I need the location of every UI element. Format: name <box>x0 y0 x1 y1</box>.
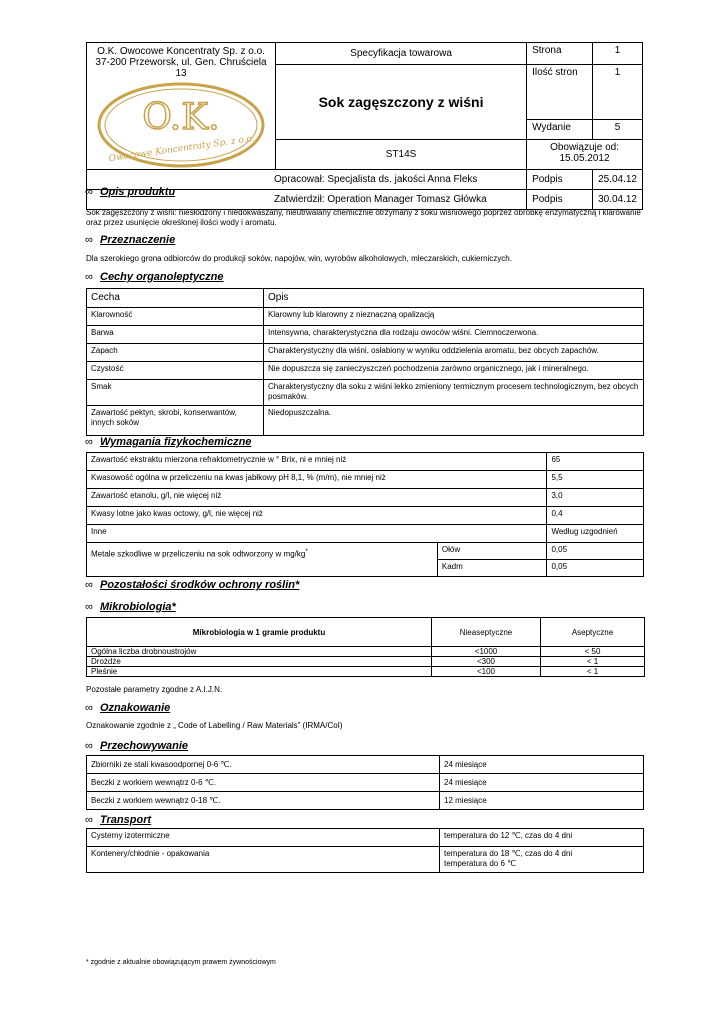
pages-value: 1 <box>593 65 643 120</box>
section-transport: ∞ Transport <box>85 814 152 826</box>
param-cell: Zawartość etanolu, g/l, nie więcej niż <box>87 489 547 507</box>
section-labelling: ∞ Oznakowanie <box>85 702 171 714</box>
micro-aseptic: < 1 <box>541 667 645 677</box>
metal-name: Ołów <box>437 543 547 560</box>
bullet-icon: ∞ <box>85 436 93 448</box>
bullet-icon: ∞ <box>85 271 93 283</box>
table-row <box>87 308 644 326</box>
bullet-icon: ∞ <box>85 186 93 198</box>
table-row <box>87 774 644 792</box>
transport-vehicle: Cysterny izotermiczne <box>87 829 440 847</box>
transport-table <box>86 828 644 873</box>
microbiology-table <box>86 617 645 677</box>
microbiology-note: Pozostałe parametry zgodne z A.I.J.N. <box>86 685 223 694</box>
table-row <box>87 647 645 657</box>
micro-name: Drożdże <box>87 657 432 667</box>
desc-cell: Intensywna, charakterystyczna dla rodzaju owoców wiśni. Ciemnoczerwona. <box>264 326 644 344</box>
value-cell: Według uzgodnień <box>547 525 644 543</box>
valid-from <box>527 140 643 170</box>
table-row <box>87 344 644 362</box>
logo-letters: O.K. <box>142 97 220 138</box>
table-row <box>87 362 644 380</box>
bullet-icon: ∞ <box>85 579 93 591</box>
prepared-date: 25.04.12 <box>593 170 643 190</box>
page-label: Strona <box>527 43 593 65</box>
storage-period: 12 miesiące <box>440 792 644 810</box>
table-row <box>87 792 644 810</box>
footnote: * zgodnie z aktualnie obowiązującym prawem żywnościowym <box>86 959 276 966</box>
table-row <box>87 406 644 436</box>
table-row <box>87 380 644 406</box>
labelling-text: Oznakowanie zgodnie z „ Code of Labelling / Raw Materials” (IRMA/CoI) <box>86 721 343 730</box>
valid-label: Obowiązuje od: <box>550 142 619 153</box>
metal-value: 0,05 <box>547 560 644 577</box>
doc-code: ST14S <box>276 140 527 170</box>
section-organoleptic: ∞ Cechy organoleptyczne <box>85 271 224 283</box>
document-header <box>86 42 643 210</box>
table-row <box>87 667 645 677</box>
value-cell: 3,0 <box>547 489 644 507</box>
desc-cell: Charakterystyczny dla wiśni, osłabiony w wyniku oddzielenia aromatu, bez obcych zapachów. <box>264 344 644 362</box>
edition-value: 5 <box>593 120 643 140</box>
table-row <box>87 507 644 525</box>
section-residues: ∞ Pozostałości środków ochrony roślin* <box>85 579 300 591</box>
micro-aseptic: < 50 <box>541 647 645 657</box>
micro-aseptic: < 1 <box>541 657 645 667</box>
valid-date: 15.05.2012 <box>559 153 610 164</box>
micro-name: Ogólna liczba drobnoustrojów <box>87 647 432 657</box>
desc-cell: Nie dopuszcza się zanieczyszczeń pochodzenia zarówno organicznego, jak i mineralnego. <box>264 362 644 380</box>
param-cell: Kwasowość ogólna w przeliczeniu na kwas jabłkowy pH 8,1, % (m/m), nie mniej niż <box>87 471 547 489</box>
page-value: 1 <box>593 43 643 65</box>
transport-vehicle: Kontenery/chłodnie - opakowania <box>87 847 440 873</box>
micro-head-nonaseptic: Nieaseptyczne <box>432 618 541 647</box>
feature-cell: Zapach <box>87 344 264 362</box>
table-row <box>87 326 644 344</box>
metal-value: 0,05 <box>547 543 644 560</box>
company-address: 37-200 Przeworsk, ul. Gen. Chruściela 13 <box>95 57 267 79</box>
table-row <box>87 829 644 847</box>
approved-date: 30.04.12 <box>593 190 643 210</box>
micro-name: Pleśnie <box>87 667 432 677</box>
storage-container: Zbiorniki ze stali kwasoodpornej 0-6 ℃. <box>87 756 440 774</box>
section-purpose: ∞ Przeznaczenie <box>85 234 176 246</box>
bullet-icon: ∞ <box>85 740 93 752</box>
logo-subtext: Owocowe Koncentraty Sp. z o.o. <box>108 133 256 165</box>
desc-cell: Niedopuszczalna. <box>264 406 644 436</box>
edition-label: Wydanie <box>527 120 593 140</box>
section-product-description: ∞ Opis produktu <box>85 186 176 198</box>
feature-cell: Barwa <box>87 326 264 344</box>
prepared-sign-label: Podpis <box>527 170 593 190</box>
product-description-text: Sok zagęszczony z wiśni: niesłodzony i niedokwaszany, nieutrwalany chemicznie otrzymany z soku wiśniowego poprzez obróbkę enzymatyczną i klarowanie oraz przez usunięcie określonej ilości wody i aromatu. <box>86 208 641 227</box>
organoleptic-head-desc: Opis <box>264 289 644 308</box>
feature-cell: Zawartość pektyn, skrobi, konserwantów, innych soków <box>87 406 264 436</box>
micro-nonaseptic: <300 <box>432 657 541 667</box>
bullet-icon: ∞ <box>85 601 93 613</box>
param-cell: Kwasy lotne jako kwas octowy, g/l, nie więcej niż <box>87 507 547 525</box>
transport-condition: temperatura do 12 ℃, czas do 4 dni <box>440 829 644 847</box>
purpose-text: Dla szerokiego grona odbiorców do produkcji soków, napojów, win, wyrobów alkoholowych, mleczarskich, cukierniczych. <box>86 254 512 263</box>
value-cell: 65 <box>547 453 644 471</box>
company-name: O.K. Owocowe Koncentraty Sp. z o.o. <box>97 46 265 57</box>
micro-head-aseptic: Aseptyczne <box>541 618 645 647</box>
section-microbiology: ∞ Mikrobiologia* <box>85 601 176 613</box>
value-cell: 0,4 <box>547 507 644 525</box>
company-cell <box>87 43 276 170</box>
feature-cell: Klarowność <box>87 308 264 326</box>
storage-table <box>86 755 644 810</box>
table-row <box>87 525 644 543</box>
table-row <box>87 657 645 667</box>
feature-cell: Czystość <box>87 362 264 380</box>
pages-label: Ilość stron <box>527 65 593 120</box>
storage-period: 24 miesiące <box>440 774 644 792</box>
bullet-icon: ∞ <box>85 234 93 246</box>
bullet-icon: ∞ <box>85 702 93 714</box>
approved-sign-label: Podpis <box>527 190 593 210</box>
section-storage: ∞ Przechowywanie <box>85 740 189 752</box>
micro-head: Mikrobiologia w 1 gramie produktu <box>87 618 432 647</box>
desc-cell: Charakterystyczny dla soku z wiśni lekko zmieniony termicznym procesem technologicznym, bez obcych posmaków. <box>264 380 644 406</box>
storage-container: Beczki z workiem wewnątrz 0-18 ℃. <box>87 792 440 810</box>
physchem-table <box>86 452 644 577</box>
product-title: Sok zagęszczony z wiśni <box>276 65 527 140</box>
bullet-icon: ∞ <box>85 814 93 826</box>
table-row <box>87 543 644 560</box>
transport-condition: temperatura do 18 ℃, czas do 4 dni temperatura do 6 ℃ <box>440 847 644 873</box>
param-cell: Zawartość ekstraktu mierzona refraktometrycznie w ° Brix, ni e mniej niż <box>87 453 547 471</box>
prepared-by: Opracował: Specjalista ds. jakości Anna Fleks <box>87 170 527 190</box>
table-row <box>87 453 644 471</box>
storage-period: 24 miesiące <box>440 756 644 774</box>
table-row <box>87 471 644 489</box>
company-logo <box>96 81 266 169</box>
micro-nonaseptic: <1000 <box>432 647 541 657</box>
storage-container: Beczki z workiem wewnątrz 0-6 ℃. <box>87 774 440 792</box>
desc-cell: Klarowny lub klarowny z nieznaczną opalizacją <box>264 308 644 326</box>
organoleptic-table <box>86 288 644 436</box>
table-row <box>87 847 644 873</box>
table-row <box>87 489 644 507</box>
param-cell: Inne <box>87 525 547 543</box>
approved-by: Zatwierdził: Operation Manager Tomasz Główka <box>87 190 527 210</box>
micro-nonaseptic: <100 <box>432 667 541 677</box>
metals-label-cell: Metale szkodliwe w przeliczeniu na sok odtworzony w mg/kg* <box>87 543 438 577</box>
organoleptic-head-feature: Cecha <box>87 289 264 308</box>
doc-type: Specyfikacja towarowa <box>276 43 527 65</box>
table-row <box>87 756 644 774</box>
feature-cell: Smak <box>87 380 264 406</box>
section-physchem: ∞ Wymagania fizykochemiczne <box>85 436 252 448</box>
metal-name: Kadm <box>437 560 547 577</box>
value-cell: 5,5 <box>547 471 644 489</box>
